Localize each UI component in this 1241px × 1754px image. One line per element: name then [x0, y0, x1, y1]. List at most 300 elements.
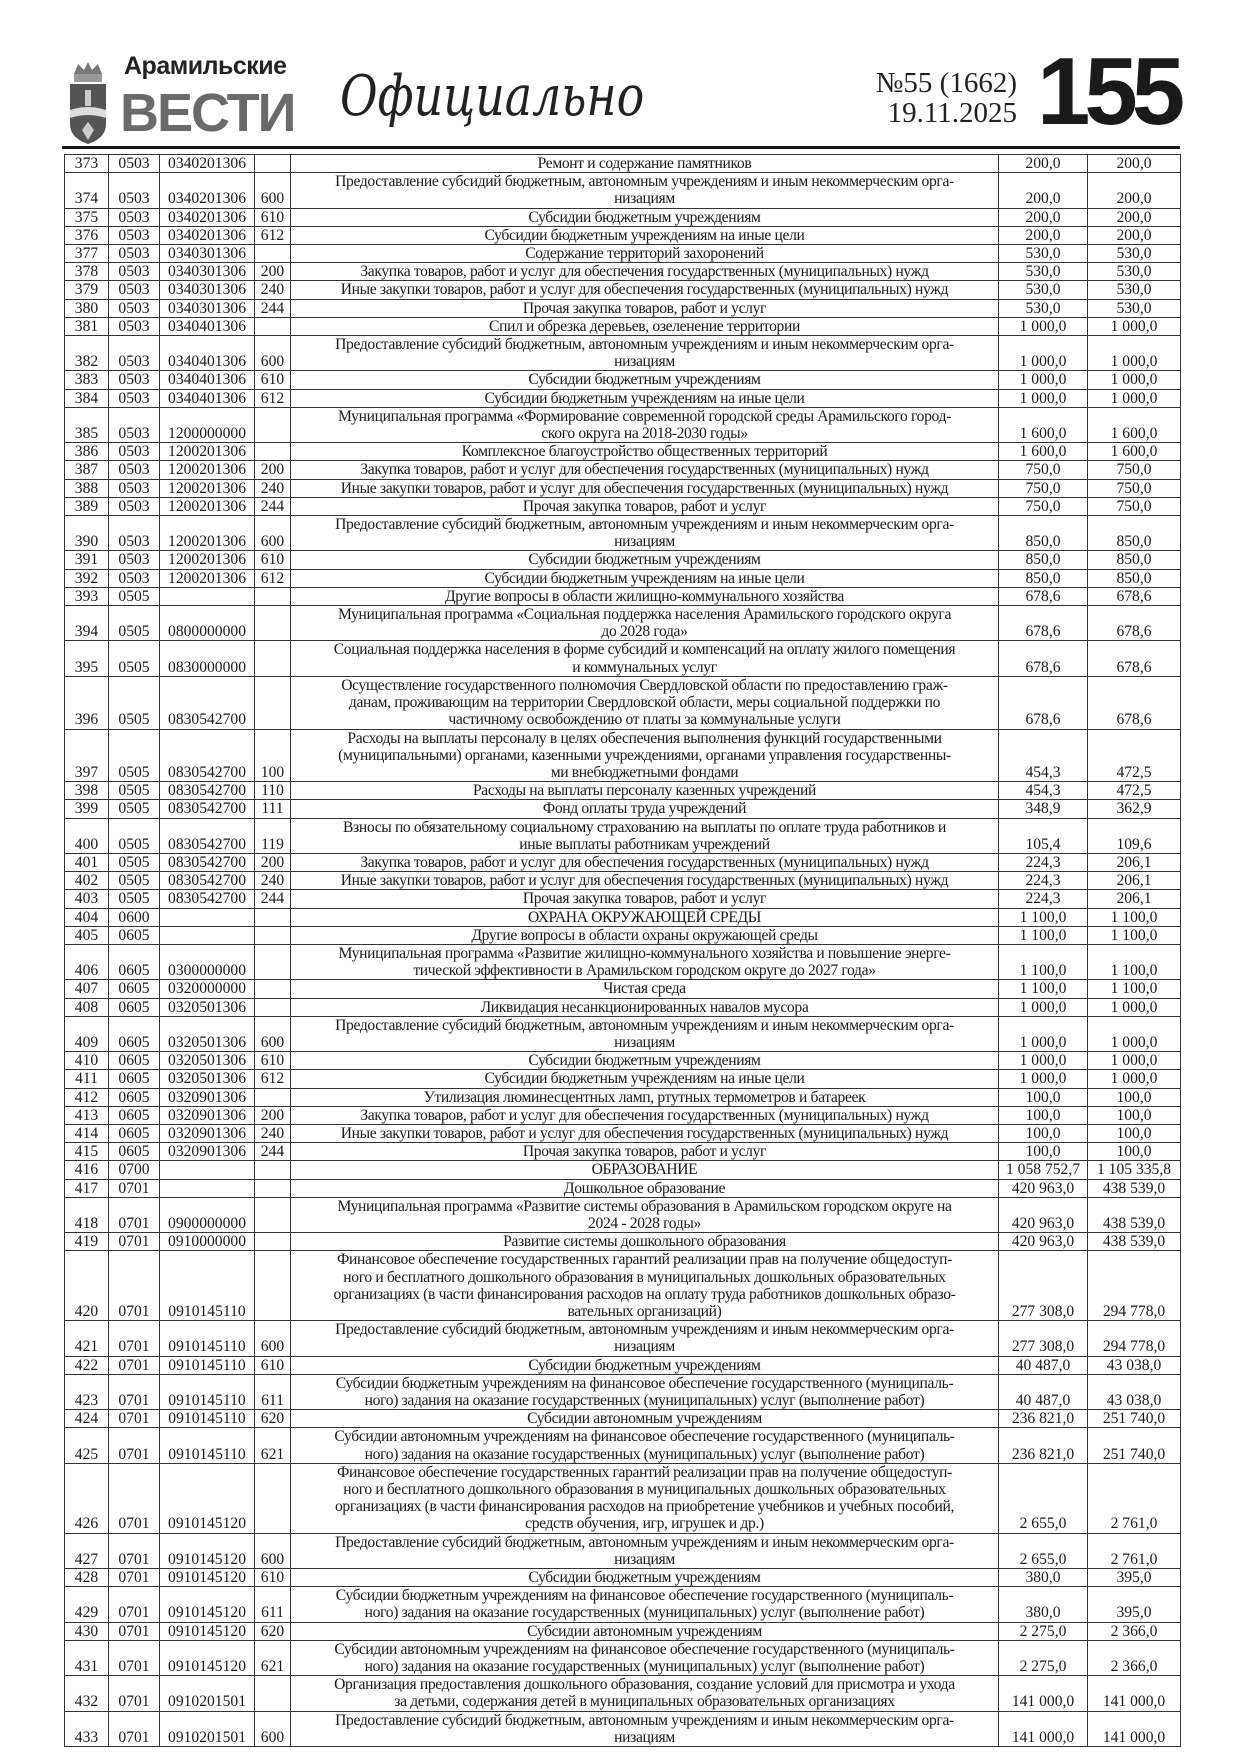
table-row	[65, 155, 1181, 173]
amount-year-2: 678,6	[1088, 587, 1181, 605]
table-row	[65, 1124, 1181, 1142]
row-number: 400	[65, 818, 109, 853]
row-number: 403	[65, 890, 109, 908]
table-row	[65, 299, 1181, 317]
amount-year-1: 380,0	[999, 1569, 1088, 1587]
row-number: 402	[65, 872, 109, 890]
target-code	[160, 908, 255, 926]
row-number: 409	[65, 1016, 109, 1051]
row-number: 378	[65, 263, 109, 281]
expense-type: 240	[255, 1124, 291, 1142]
section-code: 0503	[109, 461, 160, 479]
row-number: 431	[65, 1640, 109, 1675]
description: Чистая среда	[291, 980, 999, 998]
expense-type	[255, 587, 291, 605]
row-number: 422	[65, 1356, 109, 1374]
target-code: 0320901306	[160, 1106, 255, 1124]
target-code: 0830542700	[160, 729, 255, 782]
amount-year-2: 294 778,0	[1088, 1321, 1181, 1356]
row-number: 405	[65, 926, 109, 944]
amount-year-2: 1 100,0	[1088, 980, 1181, 998]
target-code: 0830000000	[160, 641, 255, 676]
amount-year-1: 40 487,0	[999, 1356, 1088, 1374]
target-code: 0340301306	[160, 281, 255, 299]
table-row	[65, 1251, 1181, 1321]
expense-type	[255, 676, 291, 729]
section-code: 0503	[109, 479, 160, 497]
description: Субсидии бюджетным учреждениям	[291, 371, 999, 389]
amount-year-1: 200,0	[999, 155, 1088, 173]
row-number: 414	[65, 1124, 109, 1142]
target-code: 0910145120	[160, 1569, 255, 1587]
amount-year-2: 200,0	[1088, 173, 1181, 208]
expense-type	[255, 1088, 291, 1106]
section-code: 0701	[109, 1676, 160, 1711]
expense-type: 610	[255, 208, 291, 226]
expense-type: 620	[255, 1622, 291, 1640]
amount-year-2: 1 000,0	[1088, 1070, 1181, 1088]
section-code: 0503	[109, 317, 160, 335]
expense-type	[255, 1233, 291, 1251]
description: Дошкольное образование	[291, 1179, 999, 1197]
target-code: 0800000000	[160, 606, 255, 641]
section-code: 0605	[109, 944, 160, 979]
amount-year-1: 454,3	[999, 782, 1088, 800]
expense-type: 612	[255, 226, 291, 244]
expense-type	[255, 1251, 291, 1321]
description: Субсидии автономным учреждениям на финансовое обеспечение государственного (муниципаль- ного) задания на оказание государственных (муниципальных) услуг (выполнение работ)	[291, 1428, 999, 1463]
table-row	[65, 317, 1181, 335]
expense-type: 111	[255, 800, 291, 818]
amount-year-2: 530,0	[1088, 245, 1181, 263]
row-number: 387	[65, 461, 109, 479]
expense-type: 610	[255, 371, 291, 389]
target-code: 0910145120	[160, 1622, 255, 1640]
amount-year-2: 251 740,0	[1088, 1410, 1181, 1428]
amount-year-1: 850,0	[999, 516, 1088, 551]
table-row	[65, 1161, 1181, 1179]
table-row	[65, 1428, 1181, 1463]
target-code: 1200201306	[160, 569, 255, 587]
table-row	[65, 1016, 1181, 1051]
target-code: 0910145120	[160, 1640, 255, 1675]
expense-type: 610	[255, 1569, 291, 1587]
description: Утилизация люминесцентных ламп, ртутных термометров и батареек	[291, 1088, 999, 1106]
section-code: 0605	[109, 1143, 160, 1161]
target-code: 0340401306	[160, 389, 255, 407]
amount-year-2: 850,0	[1088, 551, 1181, 569]
expense-type: 600	[255, 1321, 291, 1356]
section-code: 0503	[109, 245, 160, 263]
table-row	[65, 872, 1181, 890]
description: Субсидии бюджетным учреждениям на финансовое обеспечение государственного (муниципаль- ного) задания на оказание государственных (муниципальных) услуг (выполнение работ)	[291, 1587, 999, 1622]
target-code: 0830542700	[160, 872, 255, 890]
amount-year-1: 1 100,0	[999, 908, 1088, 926]
row-number: 393	[65, 587, 109, 605]
expense-type	[255, 944, 291, 979]
amount-year-1: 100,0	[999, 1106, 1088, 1124]
amount-year-1: 678,6	[999, 606, 1088, 641]
section-code: 0605	[109, 1052, 160, 1070]
table-row	[65, 606, 1181, 641]
description: Предоставление субсидий бюджетным, автономным учреждениям и иным некоммерческим орга- низациям	[291, 1711, 999, 1746]
row-number: 428	[65, 1569, 109, 1587]
expense-type: 611	[255, 1374, 291, 1409]
description: Субсидии бюджетным учреждениям	[291, 1052, 999, 1070]
section-code: 0701	[109, 1569, 160, 1587]
description: Развитие системы дошкольного образования	[291, 1233, 999, 1251]
section-code: 0505	[109, 853, 160, 871]
expense-type: 610	[255, 1356, 291, 1374]
row-number: 408	[65, 998, 109, 1016]
expense-type: 244	[255, 1143, 291, 1161]
table-row	[65, 497, 1181, 515]
section-code: 0701	[109, 1374, 160, 1409]
target-code: 0910201501	[160, 1676, 255, 1711]
row-number: 391	[65, 551, 109, 569]
section-code: 0505	[109, 818, 160, 853]
description: Иные закупки товаров, работ и услуг для обеспечения государственных (муниципальных) нужд	[291, 872, 999, 890]
description: Закупка товаров, работ и услуг для обеспечения государственных (муниципальных) нужд	[291, 461, 999, 479]
expense-type: 620	[255, 1410, 291, 1428]
expense-type	[255, 641, 291, 676]
section-code: 0701	[109, 1622, 160, 1640]
description: Фонд оплаты труда учреждений	[291, 800, 999, 818]
description: Субсидии бюджетным учреждениям на иные цели	[291, 389, 999, 407]
amount-year-2: 530,0	[1088, 263, 1181, 281]
row-number: 426	[65, 1463, 109, 1533]
amount-year-2: 1 600,0	[1088, 407, 1181, 442]
row-number: 377	[65, 245, 109, 263]
amount-year-2: 100,0	[1088, 1106, 1181, 1124]
amount-year-1: 236 821,0	[999, 1410, 1088, 1428]
target-code: 0320901306	[160, 1143, 255, 1161]
expense-type: 200	[255, 263, 291, 281]
expense-type: 612	[255, 569, 291, 587]
amount-year-2: 438 539,0	[1088, 1179, 1181, 1197]
section-code: 0701	[109, 1356, 160, 1374]
target-code: 0910000000	[160, 1233, 255, 1251]
description: Прочая закупка товаров, работ и услуг	[291, 1143, 999, 1161]
row-number: 407	[65, 980, 109, 998]
target-code: 1200201306	[160, 479, 255, 497]
amount-year-1: 1 000,0	[999, 317, 1088, 335]
budget-table-body	[65, 155, 1181, 1747]
amount-year-2: 200,0	[1088, 226, 1181, 244]
row-number: 418	[65, 1197, 109, 1232]
section-code: 0503	[109, 281, 160, 299]
expense-type	[255, 1463, 291, 1533]
expense-type	[255, 998, 291, 1016]
amount-year-1: 277 308,0	[999, 1321, 1088, 1356]
section-code: 0503	[109, 155, 160, 173]
description: Расходы на выплаты персоналу в целях обеспечения выполнения функций государственными (муниципальными) органами, казенными учреждениями, органами управления государственны- ми внебюджетными фондами	[291, 729, 999, 782]
description: Субсидии автономным учреждениям	[291, 1410, 999, 1428]
expense-type: 244	[255, 497, 291, 515]
amount-year-2: 472,5	[1088, 782, 1181, 800]
amount-year-2: 850,0	[1088, 516, 1181, 551]
header-divider	[62, 146, 1180, 149]
amount-year-1: 2 275,0	[999, 1622, 1088, 1640]
amount-year-2: 2 761,0	[1088, 1533, 1181, 1568]
amount-year-2: 438 539,0	[1088, 1197, 1181, 1232]
target-code: 0910145110	[160, 1374, 255, 1409]
section-code: 0503	[109, 371, 160, 389]
amount-year-2: 251 740,0	[1088, 1428, 1181, 1463]
section-code: 0605	[109, 1016, 160, 1051]
table-row	[65, 516, 1181, 551]
section-code: 0701	[109, 1711, 160, 1746]
section-code: 0505	[109, 782, 160, 800]
table-row	[65, 479, 1181, 497]
expense-type: 600	[255, 1711, 291, 1746]
table-row	[65, 853, 1181, 871]
row-number: 394	[65, 606, 109, 641]
amount-year-2: 1 100,0	[1088, 926, 1181, 944]
description: Социальная поддержка населения в форме субсидий и компенсаций на оплату жилого помещения и коммунальных услуг	[291, 641, 999, 676]
expense-type: 110	[255, 782, 291, 800]
row-number: 430	[65, 1622, 109, 1640]
amount-year-2: 1 000,0	[1088, 1016, 1181, 1051]
table-row	[65, 1533, 1181, 1568]
amount-year-1: 100,0	[999, 1124, 1088, 1142]
section-code: 0701	[109, 1428, 160, 1463]
table-row	[65, 729, 1181, 782]
table-row	[65, 1088, 1181, 1106]
section-code: 0505	[109, 587, 160, 605]
row-number: 425	[65, 1428, 109, 1463]
amount-year-2: 141 000,0	[1088, 1676, 1181, 1711]
table-row	[65, 1321, 1181, 1356]
section-code: 0701	[109, 1179, 160, 1197]
expense-type: 600	[255, 1016, 291, 1051]
section-code: 0505	[109, 606, 160, 641]
section-code: 0503	[109, 407, 160, 442]
description: Предоставление субсидий бюджетным, автономным учреждениям и иным некоммерческим орга- низациям	[291, 1533, 999, 1568]
amount-year-1: 1 000,0	[999, 371, 1088, 389]
amount-year-1: 2 655,0	[999, 1533, 1088, 1568]
expense-type	[255, 1179, 291, 1197]
amount-year-2: 100,0	[1088, 1124, 1181, 1142]
target-code: 0830542700	[160, 676, 255, 729]
description: Субсидии бюджетным учреждениям	[291, 208, 999, 226]
section-code: 0701	[109, 1463, 160, 1533]
amount-year-1: 678,6	[999, 641, 1088, 676]
table-row	[65, 407, 1181, 442]
table-row	[65, 461, 1181, 479]
section-code: 0503	[109, 263, 160, 281]
description: Иные закупки товаров, работ и услуг для обеспечения государственных (муниципальных) нужд	[291, 1124, 999, 1142]
target-code: 0910145120	[160, 1587, 255, 1622]
description: Комплексное благоустройство общественных территорий	[291, 443, 999, 461]
section-code: 0701	[109, 1640, 160, 1675]
table-row	[65, 980, 1181, 998]
amount-year-2: 206,1	[1088, 872, 1181, 890]
amount-year-2: 200,0	[1088, 155, 1181, 173]
amount-year-1: 1 600,0	[999, 443, 1088, 461]
table-row	[65, 569, 1181, 587]
amount-year-2: 206,1	[1088, 890, 1181, 908]
amount-year-2: 750,0	[1088, 497, 1181, 515]
expense-type	[255, 980, 291, 998]
amount-year-2: 1 000,0	[1088, 389, 1181, 407]
expense-type	[255, 443, 291, 461]
expense-type	[255, 1676, 291, 1711]
description: Ремонт и содержание памятников	[291, 155, 999, 173]
amount-year-1: 530,0	[999, 281, 1088, 299]
section-code: 0505	[109, 729, 160, 782]
section-code: 0503	[109, 336, 160, 371]
amount-year-2: 678,6	[1088, 641, 1181, 676]
amount-year-1: 454,3	[999, 729, 1088, 782]
description: Субсидии бюджетным учреждениям	[291, 1569, 999, 1587]
table-row	[65, 1233, 1181, 1251]
row-number: 392	[65, 569, 109, 587]
target-code: 1200201306	[160, 461, 255, 479]
amount-year-1: 141 000,0	[999, 1711, 1088, 1746]
description: Другие вопросы в области охраны окружающей среды	[291, 926, 999, 944]
row-number: 397	[65, 729, 109, 782]
section-code: 0605	[109, 1106, 160, 1124]
amount-year-2: 2 366,0	[1088, 1640, 1181, 1675]
amount-year-1: 105,4	[999, 818, 1088, 853]
table-row	[65, 926, 1181, 944]
amount-year-1: 750,0	[999, 497, 1088, 515]
description: Субсидии бюджетным учреждениям	[291, 1356, 999, 1374]
description: Предоставление субсидий бюджетным, автономным учреждениям и иным некоммерческим орга- низациям	[291, 1016, 999, 1051]
table-row	[65, 890, 1181, 908]
page-number: 155	[1037, 38, 1180, 145]
table-row	[65, 1587, 1181, 1622]
target-code: 0910145110	[160, 1410, 255, 1428]
expense-type: 100	[255, 729, 291, 782]
target-code: 1200000000	[160, 407, 255, 442]
expense-type: 612	[255, 389, 291, 407]
amount-year-2: 678,6	[1088, 606, 1181, 641]
amount-year-1: 100,0	[999, 1088, 1088, 1106]
amount-year-1: 236 821,0	[999, 1428, 1088, 1463]
budget-table	[64, 154, 1181, 1747]
expense-type: 600	[255, 173, 291, 208]
description: Спил и обрезка деревьев, озеленение территории	[291, 317, 999, 335]
description: Субсидии бюджетным учреждениям на иные цели	[291, 1070, 999, 1088]
target-code: 1200201306	[160, 443, 255, 461]
description: Организация предоставления дошкольного образования, создание условий для присмотра и ухода за детьми, содержания детей в муниципальных образовательных организациях	[291, 1676, 999, 1711]
target-code: 0910145120	[160, 1533, 255, 1568]
target-code: 0910145110	[160, 1428, 255, 1463]
table-row	[65, 1410, 1181, 1428]
section-code: 0503	[109, 389, 160, 407]
row-number: 374	[65, 173, 109, 208]
amount-year-1: 420 963,0	[999, 1233, 1088, 1251]
expense-type	[255, 908, 291, 926]
row-number: 415	[65, 1143, 109, 1161]
amount-year-2: 472,5	[1088, 729, 1181, 782]
amount-year-2: 1 600,0	[1088, 443, 1181, 461]
row-number: 389	[65, 497, 109, 515]
target-code: 0910145110	[160, 1251, 255, 1321]
section-code: 0505	[109, 890, 160, 908]
target-code: 0320000000	[160, 980, 255, 998]
table-row	[65, 1143, 1181, 1161]
amount-year-2: 141 000,0	[1088, 1711, 1181, 1746]
amount-year-1: 750,0	[999, 461, 1088, 479]
table-row	[65, 245, 1181, 263]
amount-year-1: 141 000,0	[999, 1676, 1088, 1711]
amount-year-1: 200,0	[999, 173, 1088, 208]
description: Закупка товаров, работ и услуг для обеспечения государственных (муниципальных) нужд	[291, 1106, 999, 1124]
table-row	[65, 782, 1181, 800]
amount-year-1: 850,0	[999, 551, 1088, 569]
table-row	[65, 587, 1181, 605]
description: Муниципальная программа «Развитие жилищно-коммунального хозяйства и повышение энерге- тической эффективности в Арамильском городском округе до 2027 года»	[291, 944, 999, 979]
expense-type: 610	[255, 551, 291, 569]
row-number: 379	[65, 281, 109, 299]
expense-type: 200	[255, 461, 291, 479]
expense-type: 612	[255, 1070, 291, 1088]
amount-year-1: 100,0	[999, 1143, 1088, 1161]
expense-type	[255, 407, 291, 442]
table-row	[65, 371, 1181, 389]
description: Расходы на выплаты персоналу казенных учреждений	[291, 782, 999, 800]
description: Закупка товаров, работ и услуг для обеспечения государственных (муниципальных) нужд	[291, 263, 999, 281]
section-code: 0605	[109, 1070, 160, 1088]
target-code: 0340201306	[160, 208, 255, 226]
section-code: 0503	[109, 173, 160, 208]
amount-year-1: 1 100,0	[999, 926, 1088, 944]
amount-year-2: 43 038,0	[1088, 1356, 1181, 1374]
expense-type: 240	[255, 281, 291, 299]
target-code: 1200201306	[160, 516, 255, 551]
section-code: 0505	[109, 676, 160, 729]
row-number: 388	[65, 479, 109, 497]
section-code: 0701	[109, 1321, 160, 1356]
expense-type: 240	[255, 479, 291, 497]
expense-type: 600	[255, 1533, 291, 1568]
row-number: 410	[65, 1052, 109, 1070]
target-code: 0830542700	[160, 800, 255, 818]
table-row	[65, 1179, 1181, 1197]
amount-year-2: 1 100,0	[1088, 908, 1181, 926]
row-number: 375	[65, 208, 109, 226]
row-number: 413	[65, 1106, 109, 1124]
amount-year-1: 1 000,0	[999, 1070, 1088, 1088]
row-number: 406	[65, 944, 109, 979]
target-code: 0340201306	[160, 226, 255, 244]
description: ОХРАНА ОКРУЖАЮЩЕЙ СРЕДЫ	[291, 908, 999, 926]
section-code: 0605	[109, 1124, 160, 1142]
amount-year-1: 678,6	[999, 587, 1088, 605]
target-code: 0830542700	[160, 818, 255, 853]
amount-year-1: 420 963,0	[999, 1197, 1088, 1232]
amount-year-1: 200,0	[999, 226, 1088, 244]
row-number: 396	[65, 676, 109, 729]
section-code: 0605	[109, 1088, 160, 1106]
table-row	[65, 818, 1181, 853]
row-number: 385	[65, 407, 109, 442]
target-code: 0340401306	[160, 371, 255, 389]
target-code: 0910145110	[160, 1356, 255, 1374]
target-code: 0340401306	[160, 336, 255, 371]
target-code: 0320501306	[160, 1052, 255, 1070]
section-code: 0503	[109, 299, 160, 317]
amount-year-1: 1 000,0	[999, 389, 1088, 407]
row-number: 382	[65, 336, 109, 371]
table-row	[65, 1197, 1181, 1232]
description: Предоставление субсидий бюджетным, автономным учреждениям и иным некоммерческим орга- низациям	[291, 336, 999, 371]
section-code: 0505	[109, 872, 160, 890]
target-code	[160, 1161, 255, 1179]
